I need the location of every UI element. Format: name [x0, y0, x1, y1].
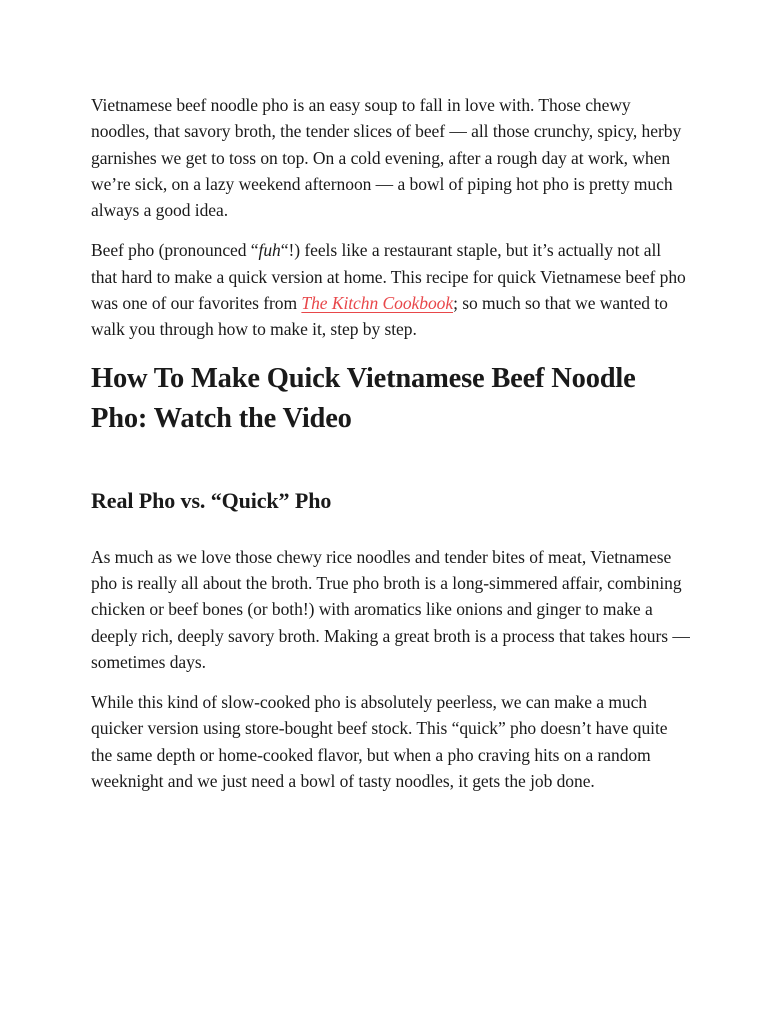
pronunciation-text-3: ; so much so that we wanted to walk you through how to make it, step by step. — [91, 293, 668, 340]
broth-paragraph: As much as we love those chewy rice noodles and tender bites of meat, Vietnamese pho is really all about the broth. True pho broth is a long-simmered affair, combining chicken or beef bones (or both!) with aromatics like onions and ginger to make a deeply rich, deeply savory broth. Making a great broth is a process that takes hours — sometimes days. — [91, 546, 690, 672]
kitchn-cookbook-link[interactable]: The Kitchn Cookbook — [301, 293, 454, 314]
pronunciation-text-2: “!) feels like a restaurant staple, but it’s actually not all that hard to make a quick version at home. This recipe for quick Vietnamese beef pho was one of our favorites from — [91, 240, 686, 314]
pronunciation-emphasis: fuh — [258, 240, 281, 261]
pronunciation-text-1: Beef pho (pronounced “ — [91, 240, 259, 261]
real-vs-quick-heading: Real Pho vs. “Quick” Pho — [91, 487, 332, 513]
pronunciation-paragraph — [91, 237, 691, 342]
quick-pho-paragraph: While this kind of slow-cooked pho is absolutely peerless, we can make a much quicker version using store-bought beef stock. This “quick” pho doesn’t have quite the same depth or home-cooked flavor, but when a pho craving hits on a random weeknight and we just need a bowl of tasty noodles, it gets the job done. — [91, 692, 668, 792]
video-heading: How To Make Quick Vietnamese Beef Noodle Pho: Watch the Video — [91, 362, 636, 434]
intro-paragraph: Vietnamese beef noodle pho is an easy soup to fall in love with. Those chewy noodles, that savory broth, the tender slices of beef — all those crunchy, spicy, herby garnishes we get to toss on top. On a cold evening, after a rough day at work, when we’re sick, on a lazy weekend afternoon — a bowl of piping hot pho is pretty much always a good idea. — [91, 95, 682, 221]
article-body — [91, 92, 691, 808]
